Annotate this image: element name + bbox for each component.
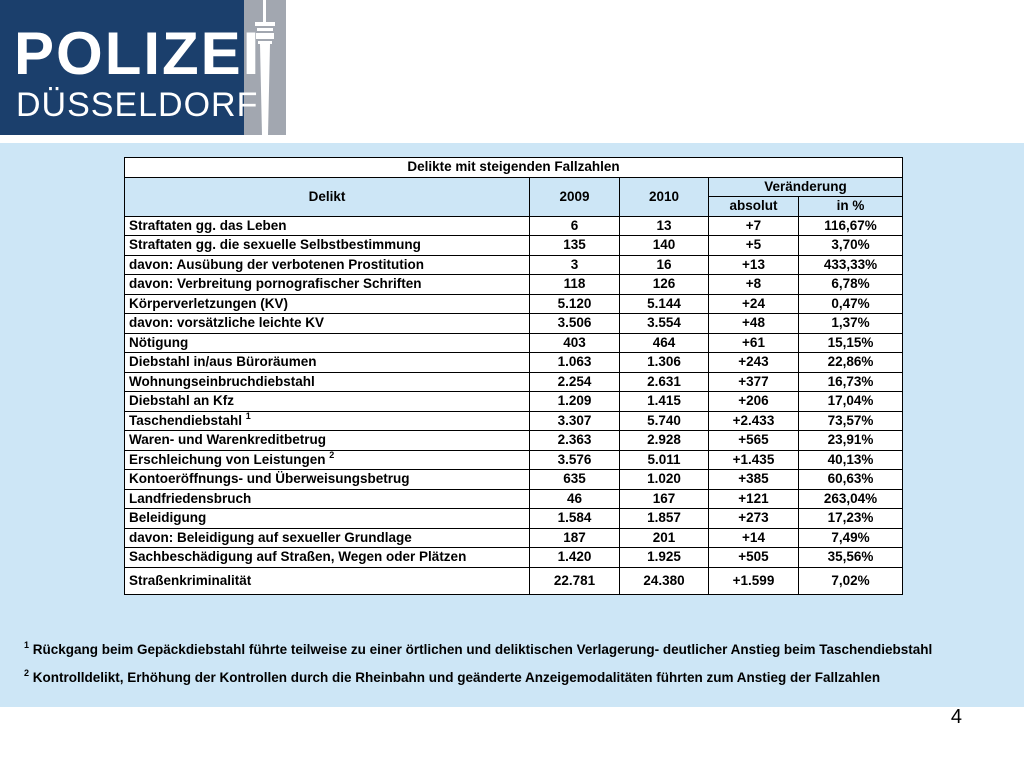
value-2010: 5.740 (620, 411, 709, 431)
offense-name (125, 353, 530, 373)
offense-label: Beleidigung (129, 510, 207, 526)
offense-label: Sachbeschädigung auf Straßen, Wegen oder Plätzen (129, 549, 467, 565)
table-row (125, 372, 903, 392)
table-row (125, 548, 903, 568)
table-row (125, 314, 903, 334)
table-row (125, 294, 903, 314)
table-title-row (125, 158, 903, 178)
value-2009: 1.420 (530, 548, 620, 568)
page-number: 4 (950, 706, 962, 728)
value-2010: 2.631 (620, 372, 709, 392)
offense-label: Kontoeröffnungs- und Überweisungsbetrug (129, 471, 410, 487)
change-absolute: +7 (709, 216, 799, 236)
value-2010: 1.020 (620, 470, 709, 490)
change-percent: 73,57% (799, 411, 903, 431)
table-row (125, 489, 903, 509)
table-total-row (125, 567, 903, 594)
change-percent: 3,70% (799, 236, 903, 256)
table-row (125, 431, 903, 451)
header-2010: 2010 (620, 177, 709, 216)
offense-label: Straftaten gg. die sexuelle Selbstbestimmung (129, 237, 421, 253)
footnote-1-mark: 1 (24, 640, 30, 650)
value-2009: 1.063 (530, 353, 620, 373)
value-2009: 3.506 (530, 314, 620, 334)
header-percent: in % (799, 197, 903, 217)
value-2009: 403 (530, 333, 620, 353)
change-absolute: +273 (709, 509, 799, 529)
footnote-reference: 1 (245, 411, 251, 421)
offense-name (125, 470, 530, 490)
change-absolute: +505 (709, 548, 799, 568)
change-absolute: +385 (709, 470, 799, 490)
value-2010: 2.928 (620, 431, 709, 451)
change-absolute: +377 (709, 372, 799, 392)
change-percent: 23,91% (799, 431, 903, 451)
value-2010: 1.415 (620, 392, 709, 412)
change-absolute: +1.599 (709, 567, 799, 594)
change-percent: 15,15% (799, 333, 903, 353)
change-percent: 22,86% (799, 353, 903, 373)
value-2009: 118 (530, 275, 620, 295)
table-row (125, 470, 903, 490)
value-2010: 1.857 (620, 509, 709, 529)
offense-name (125, 567, 530, 594)
change-absolute: +8 (709, 275, 799, 295)
offense-name (125, 411, 530, 431)
table-row (125, 236, 903, 256)
header-absolut: absolut (709, 197, 799, 217)
offense-label: Straftaten gg. das Leben (129, 217, 287, 233)
change-absolute: +243 (709, 353, 799, 373)
footnote-2-mark: 2 (24, 668, 30, 678)
logo-title: POLIZEI (14, 20, 262, 87)
value-2010: 3.554 (620, 314, 709, 334)
change-percent: 17,23% (799, 509, 903, 529)
value-2009: 1.584 (530, 509, 620, 529)
value-2009: 2.254 (530, 372, 620, 392)
offense-name (125, 294, 530, 314)
footnote-2-text: Kontrolldelikt, Erhöhung der Kontrollen durch die Rheinbahn und geänderte Anzeigemodalitäten führten zum Anstieg der Fallzahlen (29, 670, 881, 685)
offense-name (125, 450, 530, 470)
offense-name (125, 314, 530, 334)
value-2010: 5.144 (620, 294, 709, 314)
table-row (125, 216, 903, 236)
value-2009: 2.363 (530, 431, 620, 451)
offense-name (125, 236, 530, 256)
header-2009: 2009 (530, 177, 620, 216)
offense-label: Taschendiebstahl (129, 412, 243, 428)
change-absolute: +61 (709, 333, 799, 353)
value-2010: 16 (620, 255, 709, 275)
footnote-reference: 2 (329, 450, 335, 460)
table-row (125, 450, 903, 470)
change-percent: 263,04% (799, 489, 903, 509)
header-delikt: Delikt (125, 177, 530, 216)
table-row (125, 353, 903, 373)
offense-name (125, 333, 530, 353)
footnote-1 (24, 642, 932, 657)
footnote-1-text: Rückgang beim Gepäckdiebstahl führte teilweise zu einer örtlichen und deliktischen Verlagerung- deutlicher Anstieg beim Taschendiebstahl (29, 642, 933, 657)
offense-name (125, 489, 530, 509)
value-2009: 5.120 (530, 294, 620, 314)
value-2010: 24.380 (620, 567, 709, 594)
offense-label: Waren- und Warenkreditbetrug (129, 432, 327, 448)
change-percent: 7,02% (799, 567, 903, 594)
change-percent: 1,37% (799, 314, 903, 334)
change-percent: 40,13% (799, 450, 903, 470)
offense-label: Wohnungseinbruchdiebstahl (129, 373, 315, 389)
offense-name (125, 392, 530, 412)
value-2010: 1.306 (620, 353, 709, 373)
value-2009: 6 (530, 216, 620, 236)
change-absolute: +14 (709, 528, 799, 548)
change-absolute: +13 (709, 255, 799, 275)
change-percent: 0,47% (799, 294, 903, 314)
table-row (125, 509, 903, 529)
offense-name (125, 275, 530, 295)
change-absolute: +565 (709, 431, 799, 451)
table-row (125, 528, 903, 548)
offense-name (125, 528, 530, 548)
footnote-2 (24, 670, 880, 685)
value-2009: 3.307 (530, 411, 620, 431)
offense-label: davon: Beleidigung auf sexueller Grundlage (129, 529, 412, 545)
table-row (125, 255, 903, 275)
offense-label: Landfriedensbruch (129, 490, 252, 506)
value-2010: 13 (620, 216, 709, 236)
offense-name (125, 548, 530, 568)
offense-label: Straßenkriminalität (129, 572, 252, 588)
offense-name (125, 255, 530, 275)
value-2009: 187 (530, 528, 620, 548)
change-percent: 116,67% (799, 216, 903, 236)
value-2010: 167 (620, 489, 709, 509)
change-percent: 16,73% (799, 372, 903, 392)
change-percent: 433,33% (799, 255, 903, 275)
value-2010: 126 (620, 275, 709, 295)
value-2010: 140 (620, 236, 709, 256)
change-percent: 35,56% (799, 548, 903, 568)
offense-label: Nötigung (129, 334, 189, 350)
value-2009: 135 (530, 236, 620, 256)
offenses-table (124, 157, 903, 595)
change-percent: 60,63% (799, 470, 903, 490)
offense-label: davon: Ausübung der verbotenen Prostitution (129, 256, 425, 272)
value-2009: 1.209 (530, 392, 620, 412)
value-2010: 1.925 (620, 548, 709, 568)
change-absolute: +206 (709, 392, 799, 412)
table-body (125, 216, 903, 594)
offense-name (125, 216, 530, 236)
offense-label: Diebstahl in/aus Büroräumen (129, 354, 317, 370)
offense-name (125, 431, 530, 451)
offense-label: Diebstahl an Kfz (129, 393, 235, 409)
change-absolute: +121 (709, 489, 799, 509)
table-title: Delikte mit steigenden Fallzahlen (125, 158, 903, 178)
table-row (125, 411, 903, 431)
change-percent: 17,04% (799, 392, 903, 412)
change-percent: 7,49% (799, 528, 903, 548)
change-percent: 6,78% (799, 275, 903, 295)
change-absolute: +48 (709, 314, 799, 334)
offense-label: Erschleichung von Leistungen (129, 451, 326, 467)
change-absolute: +24 (709, 294, 799, 314)
change-absolute: +5 (709, 236, 799, 256)
header-veraenderung: Veränderung (709, 177, 903, 197)
table-row (125, 333, 903, 353)
value-2010: 464 (620, 333, 709, 353)
table-row (125, 392, 903, 412)
value-2010: 201 (620, 528, 709, 548)
table-row (125, 275, 903, 295)
table-header-row (125, 177, 903, 197)
offense-label: davon: vorsätzliche leichte KV (129, 315, 325, 331)
offense-name (125, 509, 530, 529)
value-2009: 22.781 (530, 567, 620, 594)
offense-label: davon: Verbreitung pornografischer Schriften (129, 276, 422, 292)
value-2010: 5.011 (620, 450, 709, 470)
offense-label: Körperverletzungen (KV) (129, 295, 289, 311)
change-absolute: +2.433 (709, 411, 799, 431)
logo-subtitle: DÜSSELDORF (16, 86, 259, 124)
value-2009: 3 (530, 255, 620, 275)
offense-name (125, 372, 530, 392)
change-absolute: +1.435 (709, 450, 799, 470)
value-2009: 635 (530, 470, 620, 490)
polizei-duesseldorf-logo (0, 0, 286, 135)
value-2009: 3.576 (530, 450, 620, 470)
value-2009: 46 (530, 489, 620, 509)
